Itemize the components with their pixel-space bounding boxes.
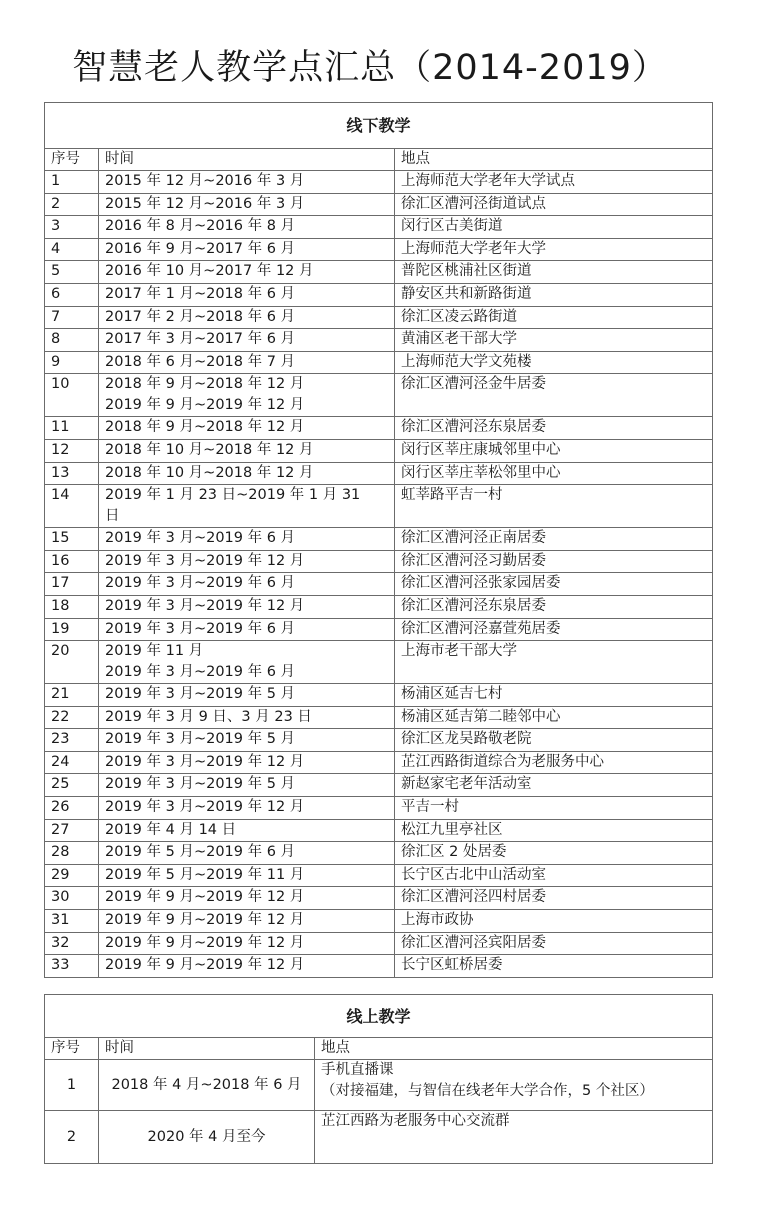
row-number: 9 — [45, 351, 99, 374]
table-row — [45, 955, 713, 978]
row-place: 上海市老干部大学 — [395, 641, 713, 684]
row-place: 上海师范大学老年大学 — [395, 238, 713, 261]
row-number: 12 — [45, 439, 99, 462]
row-time — [99, 528, 395, 551]
time-line: 2019 年 5 月~2019 年 6 月 — [105, 844, 296, 861]
online-header-row — [45, 1038, 713, 1060]
time-line: 2019 年 9 月~2019 年 12 月 — [105, 912, 305, 929]
place-line: 芷江西路为老服务中心交流群 — [321, 1113, 510, 1129]
place-line: （对接福建，与智信在线老年大学合作，5 个社区） — [321, 1083, 654, 1099]
row-time — [99, 485, 395, 528]
row-time — [99, 932, 395, 955]
row-time — [99, 910, 395, 933]
time-line: 2019 年 3 月~2019 年 12 月 — [105, 597, 305, 614]
time-line: 2019 年 3 月~2019 年 5 月 — [105, 686, 296, 703]
row-number: 26 — [45, 797, 99, 820]
table-row — [45, 439, 713, 462]
table-row — [45, 1111, 713, 1164]
table-row — [45, 417, 713, 440]
row-number: 32 — [45, 932, 99, 955]
header-place: 地点 — [395, 149, 713, 171]
time-line: 2017 年 2 月~2018 年 6 月 — [105, 308, 296, 325]
time-line: 2019 年 11 月 — [105, 643, 204, 660]
row-time — [99, 797, 395, 820]
time-line: 2019 年 3 月~2019 年 6 月 — [105, 575, 296, 592]
time-line: 2019 年 9 月~2019 年 12 月 — [105, 957, 305, 974]
time-line: 2019 年 3 月~2019 年 5 月 — [105, 776, 296, 793]
row-time — [99, 595, 395, 618]
time-line: 2018 年 9 月~2018 年 12 月 — [105, 376, 305, 393]
row-place: 杨浦区延吉七村 — [395, 684, 713, 707]
row-place: 徐汇区漕河泾张家园居委 — [395, 573, 713, 596]
row-place: 普陀区桃浦社区街道 — [395, 261, 713, 284]
row-time: 2018 年 4 月~2018 年 6 月 — [99, 1060, 315, 1111]
table-row — [45, 216, 713, 239]
row-number: 19 — [45, 618, 99, 641]
row-number: 10 — [45, 374, 99, 417]
table-row — [45, 641, 713, 684]
row-time — [99, 216, 395, 239]
time-line: 2019 年 9 月~2019 年 12 月 — [105, 397, 305, 414]
row-number: 20 — [45, 641, 99, 684]
row-place: 徐汇区 2 处居委 — [395, 842, 713, 865]
row-time — [99, 462, 395, 485]
row-number: 3 — [45, 216, 99, 239]
time-line: 2019 年 5 月~2019 年 11 月 — [105, 866, 305, 883]
row-place: 杨浦区延吉第二睦邻中心 — [395, 706, 713, 729]
row-place: 徐汇区龙吴路敬老院 — [395, 729, 713, 752]
table-row — [45, 171, 713, 194]
row-number: 31 — [45, 910, 99, 933]
row-place: 长宁区虹桥居委 — [395, 955, 713, 978]
header-time: 时间 — [99, 149, 395, 171]
row-number: 24 — [45, 751, 99, 774]
table-row — [45, 374, 713, 417]
table-row — [45, 729, 713, 752]
row-number: 23 — [45, 729, 99, 752]
online-section-heading: 线上教学 — [45, 995, 713, 1038]
row-number: 1 — [45, 1060, 99, 1111]
time-line: 2018 年 10 月~2018 年 12 月 — [105, 441, 314, 458]
row-number: 13 — [45, 462, 99, 485]
row-time — [99, 283, 395, 306]
table-row — [45, 329, 713, 352]
table-row — [45, 706, 713, 729]
row-time — [99, 193, 395, 216]
row-place: 闵行区莘庄莘松邻里中心 — [395, 462, 713, 485]
table-row — [45, 864, 713, 887]
row-place: 徐汇区漕河泾金牛居委 — [395, 374, 713, 417]
offline-header-row — [45, 149, 713, 171]
time-line: 2019 年 3 月~2019 年 5 月 — [105, 731, 296, 748]
time-line: 2015 年 12 月~2016 年 3 月 — [105, 195, 305, 212]
table-row — [45, 485, 713, 528]
row-place: 闵行区古美街道 — [395, 216, 713, 239]
page-title: 智慧老人教学点汇总（2014-2019） — [72, 48, 668, 88]
row-number: 1 — [45, 171, 99, 194]
table-row — [45, 751, 713, 774]
time-line: 2019 年 4 月 14 日 — [105, 821, 237, 838]
table-row — [45, 1060, 713, 1111]
row-place: 新赵家宅老年活动室 — [395, 774, 713, 797]
time-line: 2019 年 9 月~2019 年 12 月 — [105, 934, 305, 951]
row-time — [99, 306, 395, 329]
row-time — [99, 864, 395, 887]
row-number: 2 — [45, 1111, 99, 1164]
row-time — [99, 887, 395, 910]
row-time — [99, 238, 395, 261]
row-place: 平吉一村 — [395, 797, 713, 820]
table-row — [45, 193, 713, 216]
row-time — [99, 819, 395, 842]
row-number: 27 — [45, 819, 99, 842]
row-number: 7 — [45, 306, 99, 329]
row-number: 6 — [45, 283, 99, 306]
row-place: 上海师范大学文苑楼 — [395, 351, 713, 374]
row-place: 徐汇区漕河泾东泉居委 — [395, 595, 713, 618]
row-number: 14 — [45, 485, 99, 528]
row-place: 上海师范大学老年大学试点 — [395, 171, 713, 194]
row-time — [99, 374, 395, 417]
row-number: 5 — [45, 261, 99, 284]
time-line: 2018 年 6 月~2018 年 7 月 — [105, 353, 296, 370]
header-no: 序号 — [45, 1038, 99, 1060]
row-number: 28 — [45, 842, 99, 865]
row-number: 29 — [45, 864, 99, 887]
row-number: 25 — [45, 774, 99, 797]
row-place: 徐汇区漕河泾东泉居委 — [395, 417, 713, 440]
row-time — [99, 573, 395, 596]
row-place: 徐汇区漕河泾嘉萱苑居委 — [395, 618, 713, 641]
table-row — [45, 684, 713, 707]
row-number: 30 — [45, 887, 99, 910]
row-place: 徐汇区漕河泾习勤居委 — [395, 550, 713, 573]
time-line: 2018 年 9 月~2018 年 12 月 — [105, 419, 305, 436]
time-line: 2019 年 3 月~2019 年 6 月 — [105, 620, 296, 637]
table-row — [45, 462, 713, 485]
row-time — [99, 641, 395, 684]
row-time — [99, 261, 395, 284]
table-row — [45, 306, 713, 329]
row-time — [99, 618, 395, 641]
table-row — [45, 842, 713, 865]
row-time — [99, 171, 395, 194]
time-line: 2019 年 3 月 9 日、3 月 23 日 — [105, 708, 312, 725]
header-no: 序号 — [45, 149, 99, 171]
table-row — [45, 797, 713, 820]
row-place: 徐汇区漕河泾宾阳居委 — [395, 932, 713, 955]
offline-section-heading: 线下教学 — [45, 103, 713, 149]
time-line: 日 — [105, 508, 120, 525]
row-place: 虹莘路平吉一村 — [395, 485, 713, 528]
row-place: 徐汇区漕河泾正南居委 — [395, 528, 713, 551]
row-number: 4 — [45, 238, 99, 261]
row-place — [315, 1060, 713, 1111]
table-row — [45, 910, 713, 933]
row-place: 长宁区古北中山活动室 — [395, 864, 713, 887]
row-time — [99, 842, 395, 865]
row-time — [99, 417, 395, 440]
table-row — [45, 261, 713, 284]
row-time — [99, 751, 395, 774]
time-line: 2019 年 1 月 23 日~2019 年 1 月 31 — [105, 487, 361, 504]
time-line: 2019 年 9 月~2019 年 12 月 — [105, 889, 305, 906]
time-line: 2019 年 3 月~2019 年 12 月 — [105, 552, 305, 569]
row-place: 上海市政协 — [395, 910, 713, 933]
time-line: 2017 年 1 月~2018 年 6 月 — [105, 285, 296, 302]
row-time — [99, 329, 395, 352]
row-time — [99, 729, 395, 752]
row-time — [99, 706, 395, 729]
time-line: 2018 年 10 月~2018 年 12 月 — [105, 464, 314, 481]
row-number: 17 — [45, 573, 99, 596]
row-place: 徐汇区漕河泾四村居委 — [395, 887, 713, 910]
row-place: 静安区共和新路街道 — [395, 283, 713, 306]
row-place: 闵行区莘庄康城邻里中心 — [395, 439, 713, 462]
row-number: 21 — [45, 684, 99, 707]
place-line: 手机直播课 — [321, 1062, 394, 1078]
row-time — [99, 684, 395, 707]
time-line: 2016 年 8 月~2016 年 8 月 — [105, 218, 296, 235]
row-time — [99, 774, 395, 797]
row-time — [99, 955, 395, 978]
time-line: 2015 年 12 月~2016 年 3 月 — [105, 173, 305, 189]
row-time: 2020 年 4 月至今 — [99, 1111, 315, 1164]
table-row — [45, 932, 713, 955]
row-number: 2 — [45, 193, 99, 216]
row-time — [99, 351, 395, 374]
time-line: 2017 年 3 月~2017 年 6 月 — [105, 331, 296, 348]
row-place: 黄浦区老干部大学 — [395, 329, 713, 352]
row-number: 16 — [45, 550, 99, 573]
header-time: 时间 — [99, 1038, 315, 1060]
row-place: 徐汇区漕河泾街道试点 — [395, 193, 713, 216]
online-table — [44, 994, 713, 1164]
table-row — [45, 238, 713, 261]
time-line: 2019 年 3 月~2019 年 12 月 — [105, 753, 305, 770]
time-line: 2016 年 10 月~2017 年 12 月 — [105, 263, 314, 280]
table-row — [45, 550, 713, 573]
row-number: 33 — [45, 955, 99, 978]
time-line: 2016 年 9 月~2017 年 6 月 — [105, 240, 296, 257]
row-number: 22 — [45, 706, 99, 729]
table-row — [45, 573, 713, 596]
time-line: 2019 年 3 月~2019 年 12 月 — [105, 799, 305, 816]
row-number: 18 — [45, 595, 99, 618]
header-place: 地点 — [315, 1038, 713, 1060]
table-row — [45, 819, 713, 842]
row-place: 松江九里亭社区 — [395, 819, 713, 842]
row-place — [315, 1111, 713, 1164]
row-time — [99, 439, 395, 462]
table-row — [45, 595, 713, 618]
row-time — [99, 550, 395, 573]
row-number: 8 — [45, 329, 99, 352]
table-row — [45, 528, 713, 551]
time-line: 2019 年 3 月~2019 年 6 月 — [105, 530, 296, 547]
table-row — [45, 618, 713, 641]
table-row — [45, 774, 713, 797]
row-number: 15 — [45, 528, 99, 551]
table-row — [45, 283, 713, 306]
table-row — [45, 351, 713, 374]
row-place: 芷江西路街道综合为老服务中心 — [395, 751, 713, 774]
row-number: 11 — [45, 417, 99, 440]
row-place: 徐汇区凌云路街道 — [395, 306, 713, 329]
offline-table — [44, 102, 713, 978]
table-row — [45, 887, 713, 910]
time-line: 2019 年 3 月~2019 年 6 月 — [105, 664, 296, 681]
